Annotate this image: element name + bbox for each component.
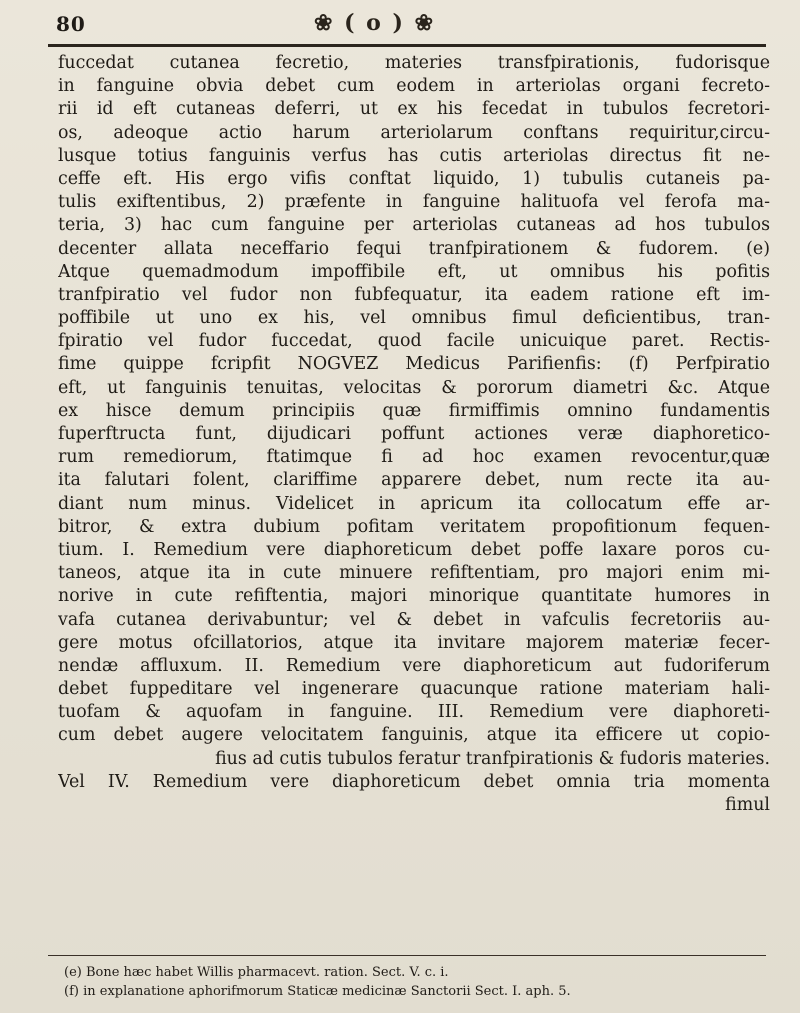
body-text — [58, 52, 770, 817]
text-line: teria, 3) hac cum fanguine per arteriolas cutaneas ad hos tubulos — [58, 215, 770, 236]
text-line: rum remediorum, ftatimque fi ad hoc examen revocentur,quæ — [58, 447, 770, 468]
text-line: bitror, & extra dubium pofitam veritatem propofitionum fequen- — [58, 516, 770, 537]
text-line: poffibile ut uno ex his, vel omnibus fimul deficientibus, tran- — [58, 308, 770, 329]
text-line: cum debet augere velocitatem fanguinis, atque ita efficere ut copio- — [58, 725, 770, 746]
text-line: nendæ affluxum. II. Remedium vere diaphoreticum aut fudoriferum — [58, 655, 770, 676]
text-line: debet fuppeditare vel ingenerare quacunque ratione materiam hali- — [58, 679, 770, 700]
text-line: diant num minus. Videlicet in apricum ita collocatum effe ar- — [58, 493, 770, 514]
text-line: taneos, atque ita in cute minuere refiftentiam, pro majori enim mi- — [58, 563, 770, 584]
text-line: tuofam & aquofam in fanguine. III. Remedium vere diaphoreti- — [58, 702, 770, 723]
footnote: (f) in explanatione aphorifmorum Staticæ medicinæ Sanctorii Sect. I. aph. 5. — [64, 984, 571, 999]
text-line: fime quippe fcripfit NOGVEZ Medicus Parifienfis: (f) Perfpiratio — [58, 354, 770, 375]
text-line: os, adeoque actio harum arteriolarum conftans requiritur,circu- — [58, 122, 770, 143]
text-line: fius ad cutis tubulos feratur tranfpirationis & fudoris materies. — [215, 748, 770, 769]
text-line: ita falutari folent, clariffime apparere debet, num recte ita au- — [58, 470, 770, 491]
text-line: tulis exiftentibus, 2) præfente in fanguine halituofa vel ferofa ma- — [58, 192, 770, 213]
footnote: (e) Bone hæc habet Willis pharmacevt. ration. Sect. V. c. i. — [64, 965, 449, 980]
text-line: Vel IV. Remedium vere diaphoreticum debet omnia tria momenta — [58, 771, 770, 792]
footnotes — [64, 963, 764, 1001]
header-ornament: ❀ ( o ) ❀ — [314, 10, 435, 36]
text-line: Atque quemadmodum impoffibile eft, ut omnibus his pofitis — [58, 261, 770, 282]
text-line: fpiratio vel fudor fuccedat, quod facile unicuique paret. Rectis- — [58, 331, 770, 352]
text-line: tranfpiratio vel fudor non fubfequatur, ita eadem ratione eft im- — [58, 284, 770, 305]
header-rule — [48, 44, 766, 47]
text-line: tium. I. Remedium vere diaphoreticum debet poffe laxare poros cu- — [58, 539, 770, 560]
text-line: lusque totius fanguinis verfus has cutis arteriolas directus fit ne- — [58, 145, 770, 166]
text-line: fimul — [725, 795, 770, 815]
text-line: fuccedat cutanea fecretio, materies transfpirationis, fudorisque — [58, 53, 770, 73]
page-number: 80 — [56, 12, 86, 36]
text-line: vafa cutanea derivabuntur; vel & debet in vafculis fecretoriis au- — [58, 609, 770, 630]
text-line: decenter allata neceffario fequi tranfpirationem & fudorem. (e) — [58, 238, 770, 259]
text-line: norive in cute refiftentia, majori minorique quantitate humores in — [58, 586, 770, 607]
text-line: gere motus ofcillatorios, atque ita invitare majorem materiæ fecer- — [58, 632, 770, 653]
text-line: eft, ut fanguinis tenuitas, velocitas & pororum diametri &c. Atque — [58, 377, 770, 398]
text-line: ex hisce demum principiis quæ firmiffimis omnino fundamentis — [58, 400, 770, 421]
text-line: fuperftructa funt, dijudicari poffunt actiones veræ diaphoretico- — [58, 424, 770, 444]
text-line: ceffe eft. His ergo vifis conftat liquido, 1) tubulis cutaneis pa- — [58, 168, 770, 189]
text-line: rii id eft cutaneas deferri, ut ex his fecedat in tubulos fecretori- — [58, 99, 770, 120]
page-header — [48, 8, 768, 38]
text-line: in fanguine obvia debet cum eodem in arteriolas organi fecreto- — [58, 76, 770, 97]
footnote-rule — [48, 955, 766, 956]
